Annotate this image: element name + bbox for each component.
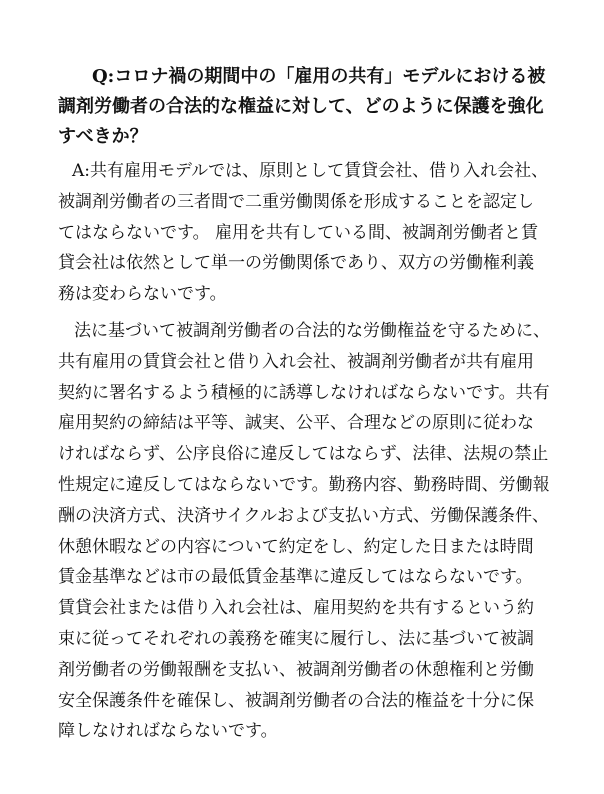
- answer-paragraph-1: A:共有雇用モデルでは、原則として賃貸会社、借り入れ会社、被調剤労働者の三者間で二重労働関係を形成することを認定してはならないです。 雇用を共有している間、被調剤労働者と賃貸会社は依然として単一の労働関係であり、双方の労働権利義務は変わらないです。: [58, 161, 549, 305]
- document-page: [58, 62, 550, 753]
- answer-paragraph-2: 法に基づいて被調剤労働者の合法的な労働権益を守るために、共有雇用の賃貸会社と借り入れ会社、被調剤労働者が共有雇用契約に署名するよう積極的に誘導しなければならないです。共有雇用契約の締結は平等、誠実、公平、合理などの原則に従わなければならず、公序良俗に違反してはならず、法律、法規の禁止性規定に違反してはならないです。勤務内容、勤務時間、労働報酬の決済方式、決済サイクルおよび支払い方式、労働保護条件、休憩休暇などの内容について約定をし、約定した日または時間賃金基準などは市の最低賃金基準に違反してはならないです。 賃貸会社または借り入れ会社は、雇用契約を共有するという約束に従ってそれぞれの義務を確実に履行し、法に基づいて被調剤労働者の労働報酬を支払い、被調剤労働者の休憩権利と労働安全保護条件を確保し、被調剤労働者の合法的権益を十分に保障しなければならないです。: [58, 320, 550, 742]
- question-heading: Q:コロナ禍の期間中の「雇用の共有」モデルにおける被調剤労働者の合法的な権益に対して、どのように保護を強化すべきか？: [58, 66, 546, 147]
